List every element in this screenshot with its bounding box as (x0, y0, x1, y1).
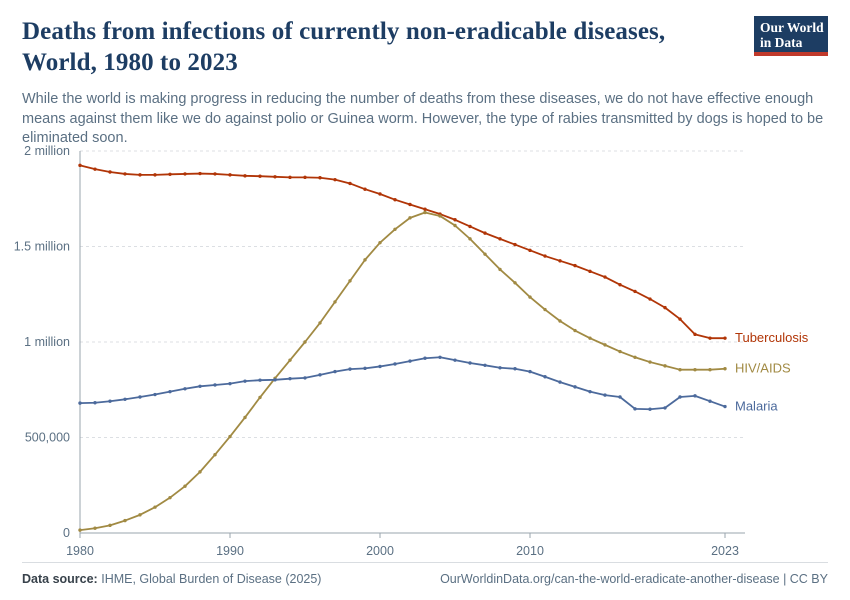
series-point[interactable] (258, 175, 261, 178)
series-point[interactable] (513, 281, 516, 284)
series-point[interactable] (93, 167, 96, 170)
credit-link[interactable]: OurWorldinData.org/can-the-world-eradicate-another-disease | CC BY (440, 572, 828, 586)
series-point[interactable] (618, 350, 621, 353)
series-point[interactable] (693, 333, 696, 336)
series-point[interactable] (528, 295, 531, 298)
series-point[interactable] (123, 172, 126, 175)
series-point[interactable] (333, 300, 336, 303)
series-point[interactable] (678, 395, 681, 398)
series-point[interactable] (663, 364, 666, 367)
series-point[interactable] (603, 393, 606, 396)
series-point[interactable] (258, 379, 261, 382)
series-point[interactable] (588, 336, 591, 339)
series-point[interactable] (348, 182, 351, 185)
series-point[interactable] (78, 528, 81, 531)
series-point[interactable] (228, 382, 231, 385)
series-labels (735, 330, 809, 413)
series-point[interactable] (648, 360, 651, 363)
series-point[interactable] (633, 407, 636, 410)
series-point[interactable] (693, 394, 696, 397)
series-label-malaria[interactable]: Malaria (735, 398, 778, 414)
series-point[interactable] (243, 174, 246, 177)
series-point[interactable] (573, 264, 576, 267)
x-axis-tick-label: 1990 (216, 544, 244, 558)
series-point[interactable] (288, 176, 291, 179)
series-point[interactable] (333, 370, 336, 373)
series-point[interactable] (513, 243, 516, 246)
series-label-tuberculosis[interactable]: Tuberculosis (735, 330, 809, 346)
series-point[interactable] (603, 343, 606, 346)
series-point[interactable] (183, 485, 186, 488)
series-point[interactable] (438, 356, 441, 359)
y-axis-tick-label: 1.5 million (13, 239, 70, 254)
x-axis-tick-label: 2023 (711, 544, 739, 558)
series-point[interactable] (378, 241, 381, 244)
series-point[interactable] (708, 336, 711, 339)
chart-gridlines (80, 151, 745, 533)
data-source-text: IHME, Global Burden of Disease (2025) (101, 572, 322, 586)
series-point[interactable] (528, 370, 531, 373)
series-point[interactable] (663, 306, 666, 309)
x-axis-labels (66, 533, 739, 558)
series-point[interactable] (318, 176, 321, 179)
series-point[interactable] (213, 383, 216, 386)
series-point[interactable] (363, 188, 366, 191)
series-point[interactable] (543, 308, 546, 311)
series-point[interactable] (723, 367, 726, 370)
x-axis-tick-label: 2000 (366, 544, 394, 558)
series-point[interactable] (108, 400, 111, 403)
series-point[interactable] (648, 297, 651, 300)
series-line[interactable] (80, 357, 725, 409)
series-point[interactable] (663, 406, 666, 409)
data-source (22, 572, 321, 586)
series-point[interactable] (183, 387, 186, 390)
series-point[interactable] (723, 405, 726, 408)
series-point[interactable] (483, 231, 486, 234)
series-point[interactable] (123, 519, 126, 522)
series-point[interactable] (558, 319, 561, 322)
series-point[interactable] (273, 175, 276, 178)
series-point[interactable] (168, 390, 171, 393)
series-point[interactable] (93, 527, 96, 530)
series-point[interactable] (168, 173, 171, 176)
series-point[interactable] (198, 385, 201, 388)
series-point[interactable] (378, 192, 381, 195)
logo-line-2: in Data (760, 35, 803, 50)
series-point[interactable] (138, 513, 141, 516)
series-point[interactable] (273, 378, 276, 381)
x-axis-tick-label: 2010 (516, 544, 544, 558)
series-point[interactable] (573, 329, 576, 332)
series-point[interactable] (303, 340, 306, 343)
series-point[interactable] (243, 379, 246, 382)
series-point[interactable] (213, 453, 216, 456)
series-point[interactable] (228, 173, 231, 176)
series-label-hiv-aids[interactable]: HIV/AIDS (735, 360, 791, 376)
series-point[interactable] (198, 172, 201, 175)
series-point[interactable] (423, 208, 426, 211)
series-point[interactable] (408, 203, 411, 206)
series-point[interactable] (168, 496, 171, 499)
series-point[interactable] (498, 237, 501, 240)
series-point[interactable] (318, 321, 321, 324)
series-point[interactable] (588, 390, 591, 393)
series-point[interactable] (363, 367, 366, 370)
y-axis-tick-label: 2 million (24, 144, 70, 158)
series-point[interactable] (498, 366, 501, 369)
series-point[interactable] (558, 259, 561, 262)
owid-logo[interactable] (754, 16, 828, 56)
series-point[interactable] (138, 173, 141, 176)
series-point[interactable] (123, 398, 126, 401)
series-point[interactable] (468, 361, 471, 364)
y-axis-tick-label: 500,000 (24, 430, 70, 445)
series-point[interactable] (183, 172, 186, 175)
line-chart (0, 138, 850, 558)
series-point[interactable] (453, 358, 456, 361)
series-point[interactable] (648, 408, 651, 411)
series-point[interactable] (108, 170, 111, 173)
series-point[interactable] (153, 506, 156, 509)
series-point[interactable] (558, 380, 561, 383)
series-point[interactable] (153, 393, 156, 396)
series-point[interactable] (243, 416, 246, 419)
series-point[interactable] (303, 176, 306, 179)
series-point[interactable] (363, 258, 366, 261)
y-axis-labels (14, 144, 70, 540)
series-point[interactable] (483, 252, 486, 255)
series-point[interactable] (678, 317, 681, 320)
series-point[interactable] (78, 401, 81, 404)
series-point[interactable] (213, 172, 216, 175)
series-point[interactable] (408, 359, 411, 362)
series-point[interactable] (633, 290, 636, 293)
series-point[interactable] (393, 198, 396, 201)
series-point[interactable] (288, 358, 291, 361)
series-point[interactable] (618, 283, 621, 286)
series-point[interactable] (393, 228, 396, 231)
series-point[interactable] (543, 375, 546, 378)
series-point[interactable] (303, 376, 306, 379)
series-point[interactable] (723, 336, 726, 339)
series-point[interactable] (108, 524, 111, 527)
series-point[interactable] (423, 357, 426, 360)
series-point[interactable] (78, 164, 81, 167)
series-point[interactable] (393, 362, 396, 365)
series-point[interactable] (618, 395, 621, 398)
series-point[interactable] (678, 368, 681, 371)
series-point[interactable] (468, 237, 471, 240)
series-point[interactable] (693, 368, 696, 371)
series-point[interactable] (633, 356, 636, 359)
series-point[interactable] (483, 364, 486, 367)
series-point[interactable] (543, 254, 546, 257)
chart-footer (22, 562, 828, 586)
series-point[interactable] (513, 367, 516, 370)
series-point[interactable] (498, 268, 501, 271)
x-axis-tick-label: 1980 (66, 544, 94, 558)
series-point[interactable] (708, 400, 711, 403)
series-point[interactable] (603, 275, 606, 278)
logo-line-1: Our World (760, 20, 824, 35)
series-point[interactable] (228, 435, 231, 438)
series-point[interactable] (153, 173, 156, 176)
series-point[interactable] (288, 377, 291, 380)
series-point[interactable] (258, 396, 261, 399)
y-axis-tick-label: 0 (63, 526, 70, 540)
series-point[interactable] (588, 270, 591, 273)
series-point[interactable] (423, 211, 426, 214)
series-point[interactable] (453, 218, 456, 221)
series-point[interactable] (453, 224, 456, 227)
page-subtitle: While the world is making progress in reducing the number of deaths from these diseases, we do not have effective enough means against them like we do against polio or Guinea worm. However, the type of rabies transmitted by dogs is hoped to be eliminated soon. (22, 91, 824, 146)
series-point[interactable] (93, 401, 96, 404)
series-point[interactable] (198, 470, 201, 473)
series-point[interactable] (438, 214, 441, 217)
series-point[interactable] (378, 365, 381, 368)
chart-series (78, 164, 726, 532)
series-point[interactable] (318, 373, 321, 376)
y-axis-tick-label: 1 million (24, 335, 70, 349)
page-title: Deaths from infections of currently non-eradicable diseases, World, 1980 to 2023 (22, 18, 666, 76)
series-point[interactable] (573, 385, 576, 388)
series-point[interactable] (468, 225, 471, 228)
series-line[interactable] (80, 213, 725, 531)
series-point[interactable] (528, 249, 531, 252)
series-point[interactable] (708, 368, 711, 371)
series-point[interactable] (333, 178, 336, 181)
series-line[interactable] (80, 165, 725, 338)
series-point[interactable] (408, 216, 411, 219)
data-source-label: Data source: (22, 572, 98, 586)
series-point[interactable] (348, 367, 351, 370)
chart-svg (0, 138, 850, 558)
series-point[interactable] (348, 279, 351, 282)
series-point[interactable] (138, 395, 141, 398)
